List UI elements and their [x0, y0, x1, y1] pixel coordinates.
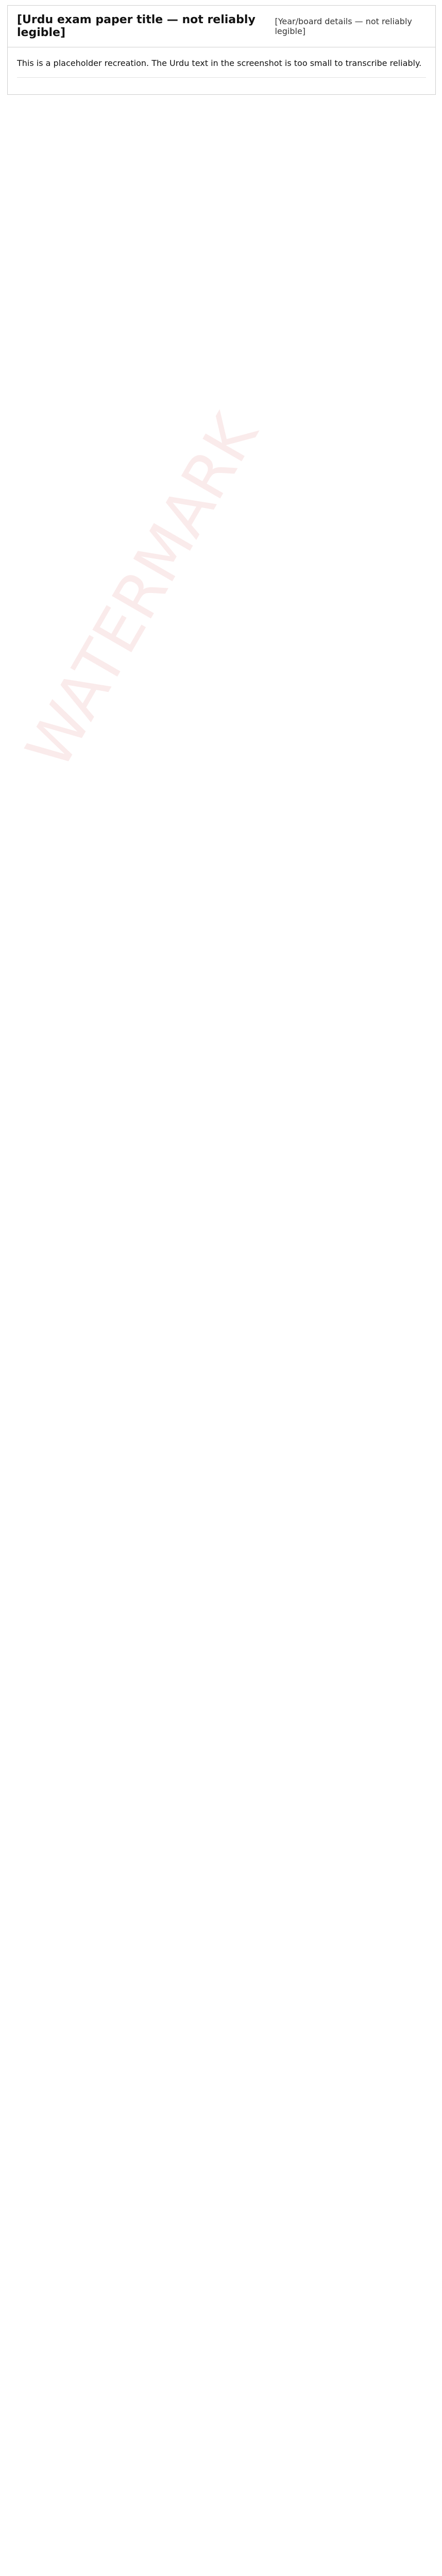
svg-text:WATERMARK: WATERMARK — [12, 403, 272, 781]
divider — [17, 77, 426, 78]
document-header — [8, 6, 435, 47]
document-note: This is a placeholder recreation. The Urdu text in the screenshot is too small to transcribe reliably. — [17, 58, 422, 68]
document-title: [Urdu exam paper title — not reliably legible] — [17, 13, 256, 39]
document-page — [7, 5, 436, 95]
document-body — [8, 47, 435, 94]
document-meta: [Year/board details — not reliably legible] — [275, 16, 412, 36]
